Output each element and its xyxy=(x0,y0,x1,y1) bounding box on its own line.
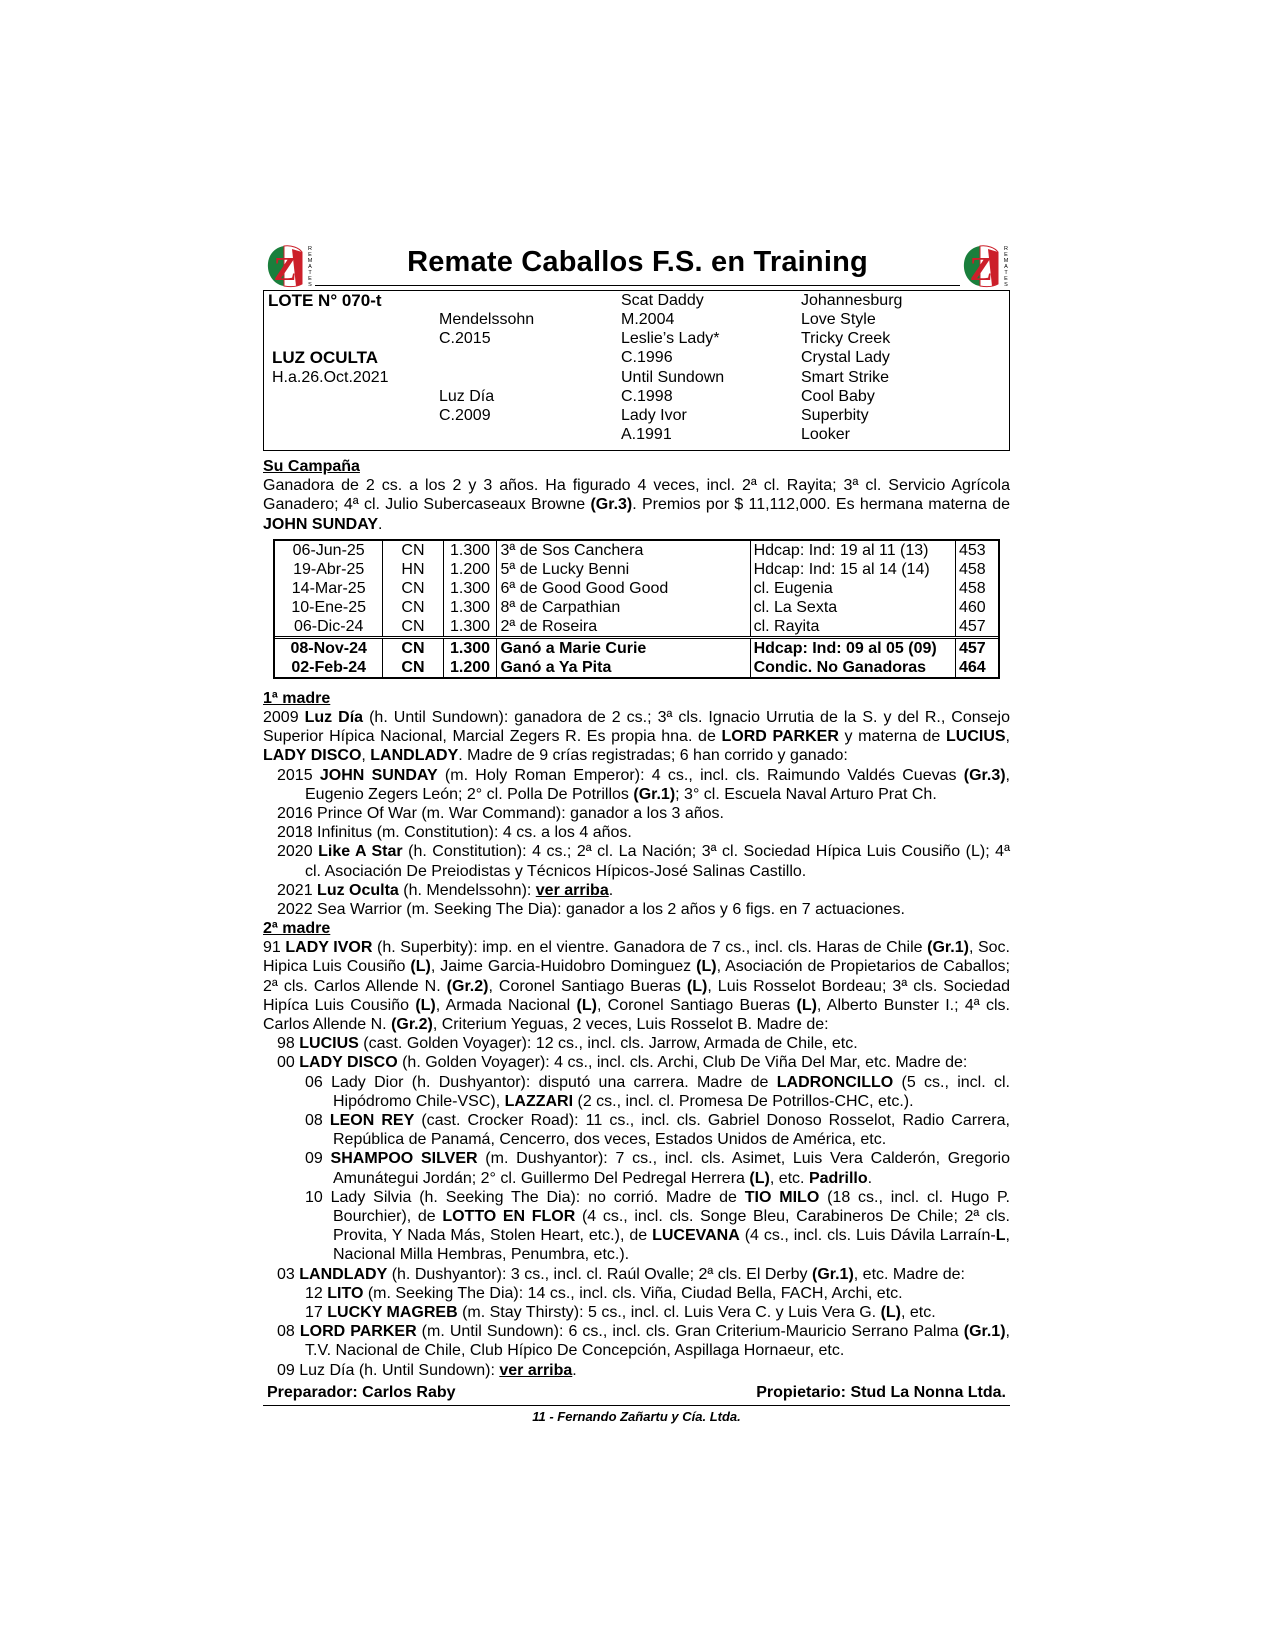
second-dam-intro: 91 LADY IVOR (h. Superbity): imp. en el vientre. Ganadora de 7 cs., incl. cls. Haras de Chile (Gr.1), Soc. Hipica Luis Cousiño (L), Jaime Garcia-Huidobro Dominguez (L), Asociación de Propietarios de Caballos; 2ª cls. Carlos Allende N. (Gr.2), Coronel Santiago Bueras (L), Luis Rosselot Bordeau; 3ª cls. Sociedad Hipíca Luis Cousiño (L), Armada Nacional (L), Coronel Santiago Bueras (L), Alberto Bunster I.; 4ª cls. Carlos Allende N. (Gr.2), Criterium Yeguas, 2 veces, Luis Rosselot B. Madre de: xyxy=(263,939,1011,1033)
remates-logo-icon xyxy=(962,244,1010,288)
page-footer: 11 - Fernando Zañartu y Cía. Ltda. xyxy=(532,1408,741,1424)
first-dam-section xyxy=(263,689,1010,919)
svg-text:Z: Z xyxy=(273,251,297,288)
first-dam-intro: 2009 Luz Día (h. Until Sundown): ganadora de 2 cs.; 3ª cls. Ignacio Urrutia de la S. y del R., Consejo Superior Hípica Nacional, Marcial Zegers R. Es propia hna. de LORD PARKER y materna de LUCIUS, LADY DISCO, LANDLADY. Madre de 9 crías registradas; 6 han corrido y ganado: xyxy=(263,708,1010,765)
sire-dam-year: C.1996 xyxy=(621,349,673,366)
first-dam-title: 1ª madre xyxy=(263,689,331,707)
svg-text:T: T xyxy=(1004,270,1008,276)
produce-entry: 2018 Infinitus (m. Constitution): 4 cs. a los 4 años. xyxy=(277,824,632,842)
svg-text:T: T xyxy=(308,270,312,276)
remates-logo-icon xyxy=(266,244,314,288)
owner-label: Propietario: Stud La Nonna Ltda. xyxy=(756,1383,1006,1401)
dam-year: C.2009 xyxy=(439,407,491,424)
svg-text:S: S xyxy=(1004,282,1008,288)
dam-dam: Lady Ivor xyxy=(621,407,687,424)
win-row: 02-Feb-24 CN 1.200 Ganó a Ya Pita Condic. No Ganadoras 464 xyxy=(275,658,998,677)
pedigree-box xyxy=(263,290,1010,451)
produce-entry: 2022 Sea Warrior (m. Seeking The Dia): ganador a los 2 años y 6 figs. en 7 actuaciones. xyxy=(277,900,905,918)
svg-text:R: R xyxy=(308,246,312,252)
title-rule xyxy=(315,285,960,286)
svg-text:E: E xyxy=(308,252,312,258)
produce-entry: 09 SHAMPOO SILVER (m. Dushyantor): 7 cs., incl. cls. Asimet, Luis Vera Calderón, Gregorio Amunátegui Jordán; 2° cl. Guillermo Del Pedregal Herrera (L), etc. Padrillo. xyxy=(305,1150,1011,1187)
horse-name: LUZ OCULTA xyxy=(272,348,379,367)
table-row: 10-Ene-25 CN 1.300 8ª de Carpathian cl. La Sexta 460 xyxy=(275,598,998,617)
produce-entry: 2015 JOHN SUNDAY (m. Holy Roman Emperor): 4 cs., incl. cls. Raimundo Valdés Cuevas (Gr.3), Eugenio Zegers León; 2° cl. Polla De Potrillos (Gr.1); 3° cl. Escuela Naval Arturo Prat Ch. xyxy=(277,766,1010,803)
svg-text:E: E xyxy=(308,276,312,282)
produce-entry: 10 Lady Silvia (h. Seeking The Dia): no corrió. Madre de TIO MILO (18 cs., incl. cl. Hugo P. Bourchier), de LOTTO EN FLOR (4 cs., incl. cls. Songe Bleu, Carabineros De Chile; 2ª cls. Provita, Y Nada Más, Stolen Heart, etc.), de LUCEVANA (4 cs., incl. cls. Luis Dávila Larraín-L, Nacional Milla Hembras, Penumbra, etc.). xyxy=(305,1188,1010,1264)
table-row: 06-Dic-24 CN 1.300 2ª de Roseira cl. Rayita 457 xyxy=(275,617,998,638)
produce-entry: 2021 Luz Oculta (h. Mendelssohn): ver arriba. xyxy=(277,881,614,899)
svg-text:A: A xyxy=(1004,264,1008,270)
win-row: 08-Nov-24 CN 1.300 Ganó a Marie Curie Hdcap: Ind: 09 al 05 (09) 457 xyxy=(275,637,998,658)
campaign-section xyxy=(263,457,1010,534)
produce-entry: 03 LANDLADY (h. Dushyantor): 3 cs., incl. cl. Raúl Ovalle; 2ª cls. El Derby (Gr.1), etc. Madre de: xyxy=(277,1265,965,1283)
svg-text:M: M xyxy=(1003,258,1009,264)
page-title: Remate Caballos F.S. en Training xyxy=(407,246,868,278)
g4-ancestor: Crystal Lady xyxy=(801,349,890,366)
produce-entry: 2016 Prince Of War (m. War Command): ganador a los 3 años. xyxy=(277,804,724,822)
dam-dam-year: A.1991 xyxy=(621,426,672,443)
dam: Luz Día xyxy=(439,388,495,405)
produce-entry: 98 LUCIUS (cast. Golden Voyager): 12 cs., incl. cls. Jarrow, Armada de Chile, etc. xyxy=(277,1035,858,1053)
dam-sire: Until Sundown xyxy=(621,369,725,386)
produce-entry: 06 Lady Dior (h. Dushyantor): disputó una carrera. Madre de LADRONCILLO (5 cs., incl. cl. Hipódromo Chile-VSC), LAZZARI (2 cs., incl. cl. Promesa De Potrillos-CHC, etc.). xyxy=(305,1073,1010,1110)
lot-number: LOTE N° 070-t xyxy=(268,291,382,310)
table-row: 06-Jun-25 CN 1.300 3ª de Sos Canchera Hdcap: Ind: 19 al 11 (13) 453 xyxy=(275,541,998,560)
ver-arriba-link: ver arriba xyxy=(535,881,609,899)
produce-entry: 17 LUCKY MAGREB (m. Stay Thirsty): 5 cs., incl. cl. Luis Vera C. y Luis Vera G. (L), etc. xyxy=(305,1303,936,1321)
sire-sire: Scat Daddy xyxy=(621,292,704,309)
svg-text:S: S xyxy=(308,282,312,288)
ver-arriba-link: ver arriba xyxy=(499,1361,573,1379)
second-dam-title: 2ª madre xyxy=(263,920,331,938)
dam-sire-year: C.1998 xyxy=(621,388,673,405)
table-row: 14-Mar-25 CN 1.300 6ª de Good Good Good cl. Eugenia 458 xyxy=(275,579,998,598)
g4-ancestor: Superbity xyxy=(801,407,869,424)
campaign-text: Ganadora de 2 cs. a los 2 y 3 años. Ha figurado 4 veces, incl. 2ª cl. Rayita; 3ª cl. Servicio Agrícola Ganadero; 4ª cl. Julio Subercaseaux Browne (Gr.3). Premios por $ 11,112,000. Es hermana materna de JOHN SUNDAY. xyxy=(263,477,1010,533)
g4-ancestor: Smart Strike xyxy=(801,369,890,386)
g4-ancestor: Cool Baby xyxy=(801,388,875,405)
svg-text:Z: Z xyxy=(969,251,993,288)
svg-text:R: R xyxy=(1004,246,1008,252)
table-row: 19-Abr-25 HN 1.200 5ª de Lucky Benni Hdcap: Ind: 15 al 14 (14) 458 xyxy=(275,560,998,579)
svg-text:M: M xyxy=(307,258,313,264)
campaign-title: Su Campaña xyxy=(263,458,360,475)
svg-text:E: E xyxy=(1004,276,1008,282)
trainer-label: Preparador: Carlos Raby xyxy=(267,1383,456,1401)
produce-entry: 08 LORD PARKER (m. Until Sundown): 6 cs., incl. cls. Gran Criterium-Mauricio Serrano Palma (Gr.1), T.V. Nacional de Chile, Club Hípico De Concepción, Aspillaga Hornaeur, etc. xyxy=(277,1323,1010,1360)
g4-ancestor: Tricky Creek xyxy=(801,330,891,347)
page-header xyxy=(263,240,1010,288)
produce-entry: 12 LITO (m. Seeking The Dia): 14 cs., incl. cls. Viña, Ciudad Bella, FACH, Archi, etc. xyxy=(305,1284,903,1302)
produce-entry: 00 LADY DISCO (h. Golden Voyager): 4 cs., incl. cls. Archi, Club De Viña Del Mar, etc. Madre de: xyxy=(277,1054,968,1072)
sire-year: C.2015 xyxy=(439,330,491,347)
produce-entry: 08 LEON REY (cast. Crocker Road): 11 cs., incl. cls. Gabriel Donoso Rosselot, Radio Carrera, República de Panamá, Cencerro, dos veces, Estados Unidos de América, etc. xyxy=(305,1111,1010,1149)
race-record-table xyxy=(273,539,1000,679)
g4-ancestor: Love Style xyxy=(801,311,876,328)
sire-sire-year: M.2004 xyxy=(621,311,675,328)
svg-text:A: A xyxy=(308,264,312,270)
svg-text:E: E xyxy=(1004,252,1008,258)
catalog-page xyxy=(263,240,1010,1424)
g4-ancestor: Looker xyxy=(801,426,850,443)
produce-entry: 2020 Like A Star (h. Constitution): 4 cs.; 2ª cl. La Nación; 3ª cl. Sociedad Hípica Luis Cousiño (L); 4ª cl. Asociación De Preiodistas y Técnicos Hípicos-José Salinas Castillo. xyxy=(277,843,1011,880)
second-dam-section xyxy=(263,919,1010,1380)
sire-dam: Leslie’s Lady* xyxy=(621,330,720,347)
g4-ancestor: Johannesburg xyxy=(801,292,903,309)
sire: Mendelssohn xyxy=(439,311,535,328)
horse-birth: H.a.26.Oct.2021 xyxy=(272,369,389,386)
lot-footer xyxy=(263,1380,1010,1406)
produce-entry: 09 Luz Día (h. Until Sundown): ver arriba. xyxy=(277,1361,577,1379)
